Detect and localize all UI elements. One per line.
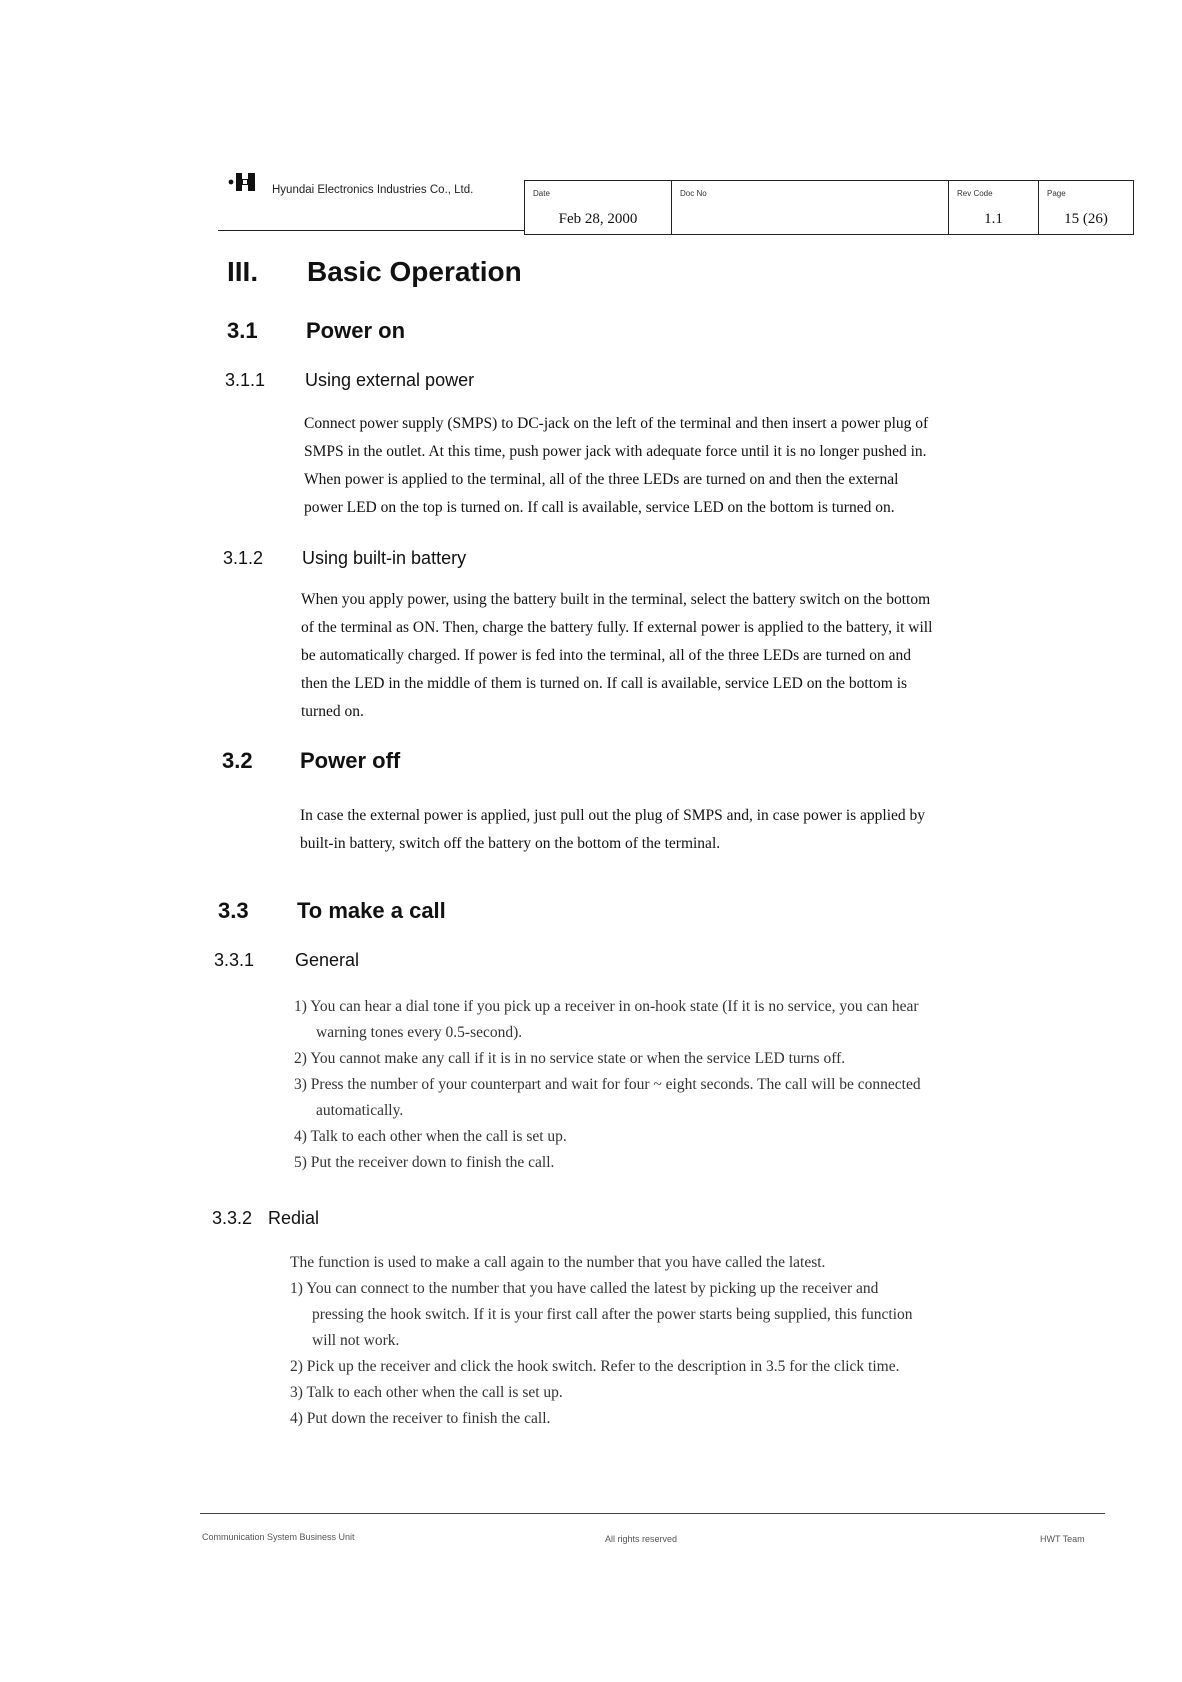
list-item: 1) You can connect to the number that you have called the latest by picking up the receiver and — [290, 1280, 879, 1297]
company-name: Hyundai Electronics Industries Co., Ltd. — [272, 184, 474, 196]
text-line: SMPS in the outlet. At this time, push power jack with adequate force until it is no longer pushed in. — [304, 443, 927, 460]
text-line: of the terminal as ON. Then, charge the battery fully. If external power is applied to the battery, it will — [301, 619, 933, 636]
rev-label: Rev Code — [957, 189, 993, 198]
section-title-3-2: Power off — [300, 748, 401, 773]
subsection-number-3-3-2: 3.3.2 — [212, 1208, 253, 1228]
list-item-continuation: warning tones every 0.5-second). — [316, 1024, 523, 1041]
text-line: Connect power supply (SMPS) to DC-jack on the left of the terminal and then insert a power plug of — [304, 415, 929, 432]
paragraph-3-1-2 — [301, 586, 1059, 726]
date-value: Feb 28, 2000 — [558, 211, 638, 227]
header-rule — [218, 230, 525, 231]
list-item: 2) Pick up the receiver and click the hook switch. Refer to the description in 3.5 for the click time. — [290, 1358, 900, 1375]
text-line: power LED on the top is turned on. If call is available, service LED on the bottom is turned on. — [304, 499, 895, 516]
subsection-title-3-3-1: General — [295, 950, 360, 970]
subsection-title-3-3-2: Redial — [268, 1208, 320, 1228]
list-item-continuation: automatically. — [316, 1102, 404, 1119]
date-cell — [525, 181, 672, 234]
text-line: When you apply power, using the battery built in the terminal, select the battery switch on the bottom — [301, 591, 931, 608]
list-item: 2) You cannot make any call if it is in no service state or when the service LED turns off. — [294, 1050, 846, 1067]
rev-cell — [949, 181, 1039, 234]
page-label: Page — [1047, 189, 1066, 198]
text-line: turned on. — [301, 703, 364, 720]
text-line: When power is applied to the terminal, all of the three LEDs are turned on and then the external — [304, 471, 899, 488]
paragraph-3-2 — [300, 802, 1060, 858]
list-item-continuation: will not work. — [312, 1332, 400, 1349]
list-item: 3) Press the number of your counterpart and wait for four ~ eight seconds. The call will be connected — [294, 1076, 921, 1093]
paragraph-3-1-1 — [304, 410, 1062, 522]
page-cell — [1039, 181, 1133, 234]
subsection-number-3-1-1: 3.1.1 — [225, 370, 266, 390]
text-line: then the LED in the middle of them is turned on. If call is available, service LED on the bottom is — [301, 675, 908, 692]
rev-value: 1.1 — [984, 211, 1003, 227]
page-value: 15 (26) — [1064, 211, 1108, 227]
docno-label: Doc No — [680, 189, 707, 198]
list-3-3-2 — [290, 1250, 1060, 1432]
footer-rule — [200, 1513, 1105, 1514]
list-item: 3) Talk to each other when the call is set up. — [290, 1384, 563, 1401]
text-line: be automatically charged. If power is fed into the terminal, all of the three LEDs are turned on and — [301, 647, 912, 664]
chapter-number: III. — [227, 256, 259, 287]
list-item: 5) Put the receiver down to finish the call. — [294, 1154, 555, 1171]
subsection-title-3-1-1: Using external power — [305, 370, 475, 390]
subsection-number-3-3-1: 3.3.1 — [214, 950, 255, 970]
list-item: The function is used to make a call again to the number that you have called the latest. — [290, 1254, 826, 1271]
footer-right: HWT Team — [1040, 1534, 1085, 1544]
list-item-continuation: pressing the hook switch. If it is your first call after the power starts being supplied, this function — [312, 1306, 913, 1323]
text-line: built-in battery, switch off the battery on the bottom of the terminal. — [300, 835, 721, 852]
list-item: 1) You can hear a dial tone if you pick up a receiver in on-hook state (If it is no service, you can hear — [294, 998, 919, 1015]
list-item: 4) Talk to each other when the call is set up. — [294, 1128, 567, 1145]
docno-cell — [672, 181, 949, 234]
list-3-3-1 — [294, 994, 1064, 1176]
subsection-number-3-1-2: 3.1.2 — [223, 548, 264, 568]
section-title-3-1: Power on — [306, 318, 406, 343]
footer-center: All rights reserved — [605, 1534, 678, 1544]
section-title-3-3: To make a call — [297, 898, 446, 923]
section-number-3-3: 3.3 — [218, 898, 249, 923]
document-header-table — [524, 180, 1134, 235]
footer-left: Communication System Business Unit — [202, 1532, 355, 1542]
company-logo — [228, 170, 258, 194]
chapter-title: Basic Operation — [307, 256, 522, 287]
section-number-3-1: 3.1 — [227, 318, 258, 343]
subsection-title-3-1-2: Using built-in battery — [302, 548, 467, 568]
date-label: Date — [533, 189, 550, 198]
list-item: 4) Put down the receiver to finish the call. — [290, 1410, 551, 1427]
section-number-3-2: 3.2 — [222, 748, 253, 773]
text-line: In case the external power is applied, just pull out the plug of SMPS and, in case power is applied by — [300, 807, 926, 824]
